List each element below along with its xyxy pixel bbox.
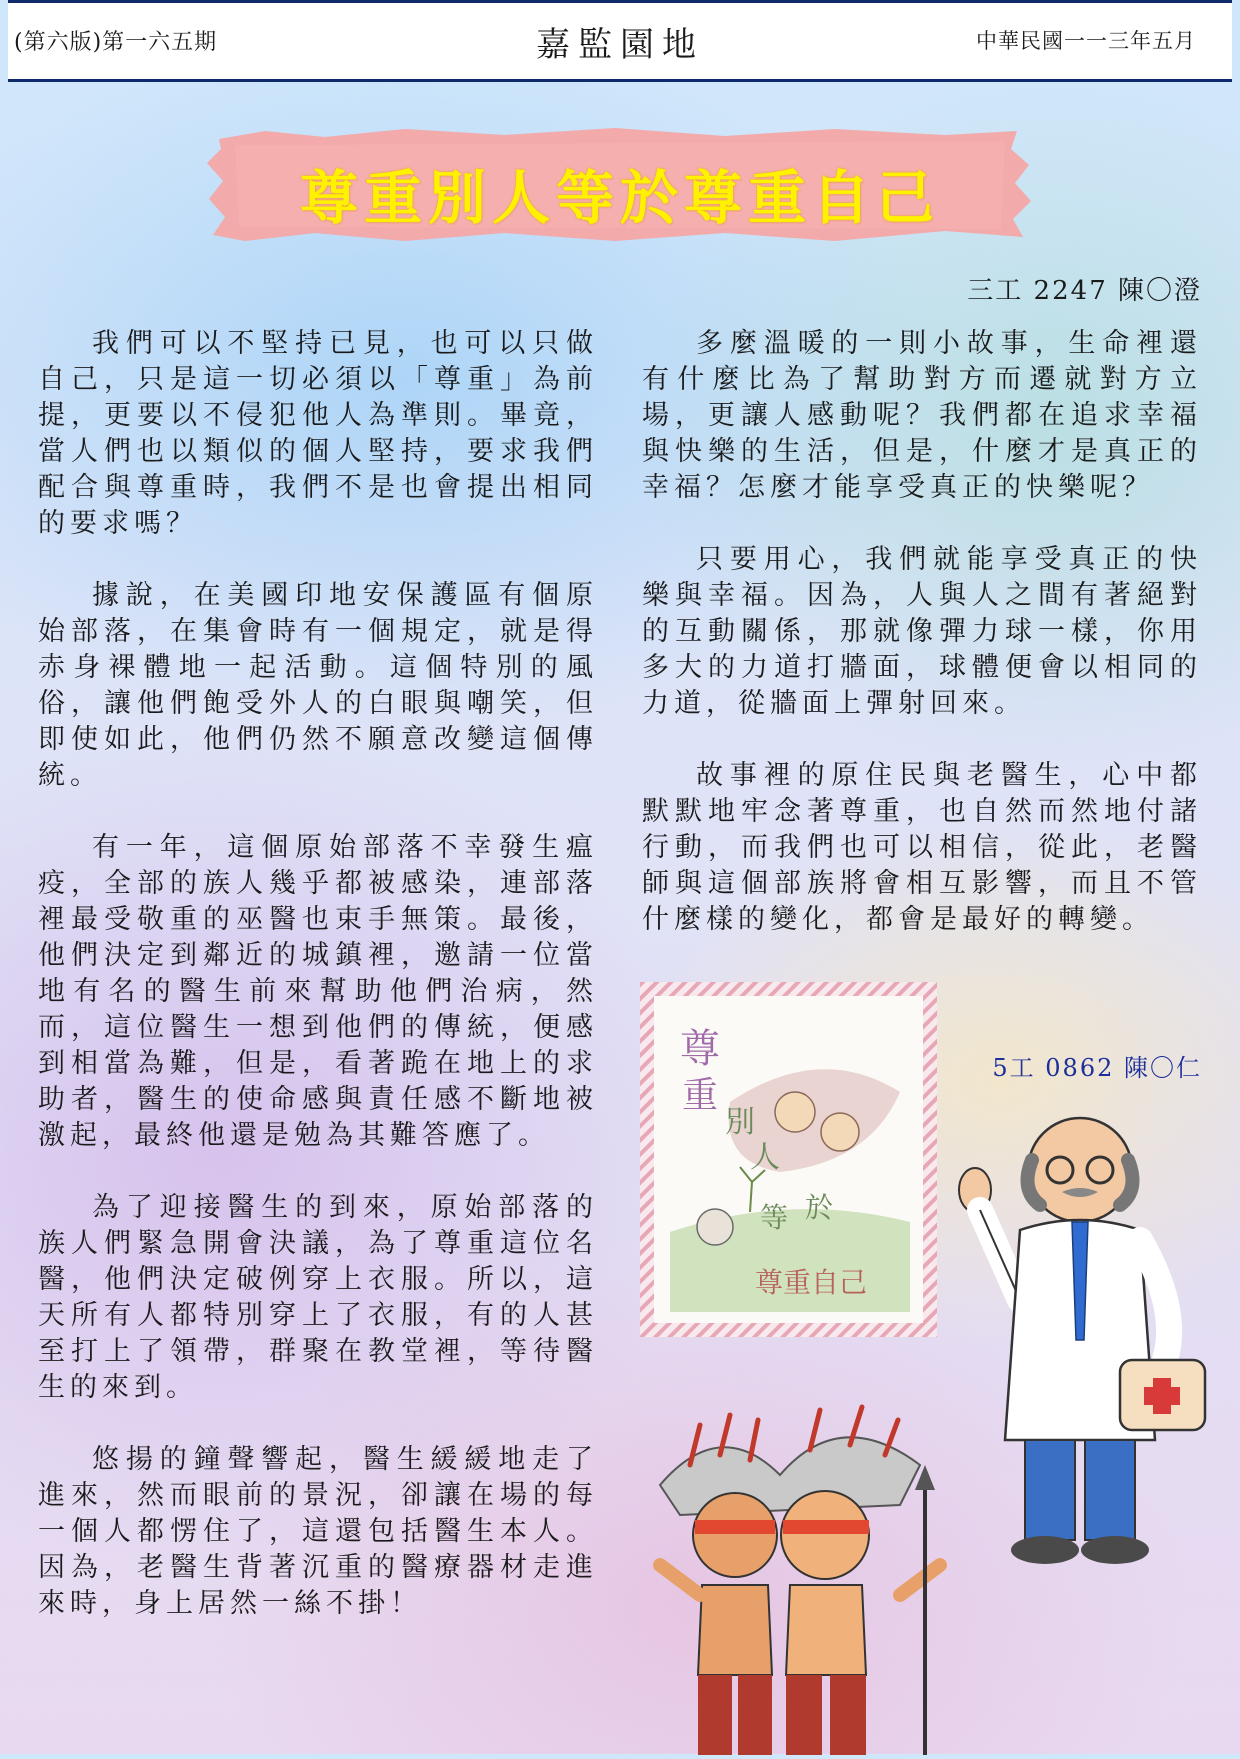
drawing-caption: 尊重自己 bbox=[755, 1266, 868, 1299]
publication-name: 嘉監園地 bbox=[536, 25, 704, 65]
paragraph: 多麼溫暖的一則小故事，生命裡還有什麼比為了幫助對方而遷就對方立場，更讓人感動呢？我們都在追求幸福與快樂的生活，但是，什麼才是真正的幸福？怎麼才能享受真正的快樂呢？ bbox=[642, 328, 1202, 503]
doctor-icon bbox=[950, 1110, 1220, 1570]
drawing-char: 重 bbox=[682, 1075, 719, 1116]
title-banner bbox=[205, 125, 1035, 245]
drawing-char: 等 bbox=[760, 1201, 789, 1234]
drawing-char: 尊 bbox=[680, 1026, 720, 1072]
issue-date: 中華民國一一三年五月 bbox=[976, 29, 1196, 53]
native-children-illustration bbox=[640, 1395, 960, 1755]
paragraph: 有一年，這個原始部落不幸發生瘟疫，全部的族人幾乎都被感染，連部落裡最受敬重的巫醫也束手無策。最後，他們決定到鄰近的城鎮裡，邀請一位當地有名的醫生前來幫助他們治病，然而，這位醫生一想到他們的傳統，便感到相當為難，但是，看著跪在地上的求助者，醫生的使命感與責任感不斷地被激起，最終他還是勉為其難答應了。 bbox=[38, 832, 598, 1151]
paragraph: 悠揚的鐘聲響起，醫生緩緩地走了進來，然而眼前的景況，卻讓在場的每一個人都愣住了，這還包括醫生本人。因為，老醫生背著沉重的醫療器材走進來時，身上居然一絲不掛！ bbox=[38, 1444, 598, 1619]
paragraph: 我們可以不堅持已見，也可以只做自己，只是這一切必須以「尊重」為前提，更要以不侵犯他人為準則。畢竟，當人們也以類似的個人堅持，要求我們配合與尊重時，我們不是也會提出相同的要求嗎？ bbox=[38, 328, 598, 539]
issue-label: (第六版)第一六五期 bbox=[14, 30, 218, 55]
drawing-author-byline: 5工 0862 陳〇仁 bbox=[992, 1054, 1202, 1082]
paragraph: 為了迎接醫生的到來，原始部落的族人們緊急開會決議，為了尊重這位名醫，他們決定破例穿上衣服。所以，這天所有人都特別穿上了衣服，有的人甚至打上了領帶，群聚在教堂裡，等待醫生的來到。 bbox=[38, 1192, 598, 1403]
drawing-char: 人 bbox=[750, 1140, 780, 1175]
native-children-icon bbox=[640, 1395, 960, 1755]
framed-drawing bbox=[640, 982, 937, 1337]
page-header bbox=[8, 0, 1232, 82]
paragraph: 只要用心，我們就能享受真正的快樂與幸福。因為，人與人之間有著絕對的互動關係，那就像彈力球一樣，你用多大的力道打牆面，球體便會以相同的力道，從牆面上彈射回來。 bbox=[642, 544, 1202, 719]
drawing-char: 別 bbox=[725, 1105, 755, 1140]
paragraph: 故事裡的原住民與老醫生，心中都默默地牢念著尊重，也自然而然地付諸行動，而我們也可以相信，從此，老醫師與這個部族將會相互影響，而且不管什麼樣的變化，都會是最好的轉變。 bbox=[642, 760, 1202, 935]
illustration-frame bbox=[640, 982, 937, 1337]
right-column bbox=[642, 326, 1202, 974]
paragraph: 據說，在美國印地安保護區有個原始部落，在集會時有一個規定，就是得赤身裸體地一起活動。這個特別的風俗，讓他們飽受外人的白眼與嘲笑，但即使如此，他們仍然不願意改變這個傳統。 bbox=[38, 580, 598, 791]
article-title: 尊重別人等於尊重自己 bbox=[299, 164, 940, 232]
drawing-char: 於 bbox=[805, 1191, 834, 1224]
left-column bbox=[38, 326, 598, 1658]
author-byline: 三工 2247 陳〇澄 bbox=[967, 276, 1202, 306]
doctor-illustration bbox=[950, 1110, 1220, 1570]
